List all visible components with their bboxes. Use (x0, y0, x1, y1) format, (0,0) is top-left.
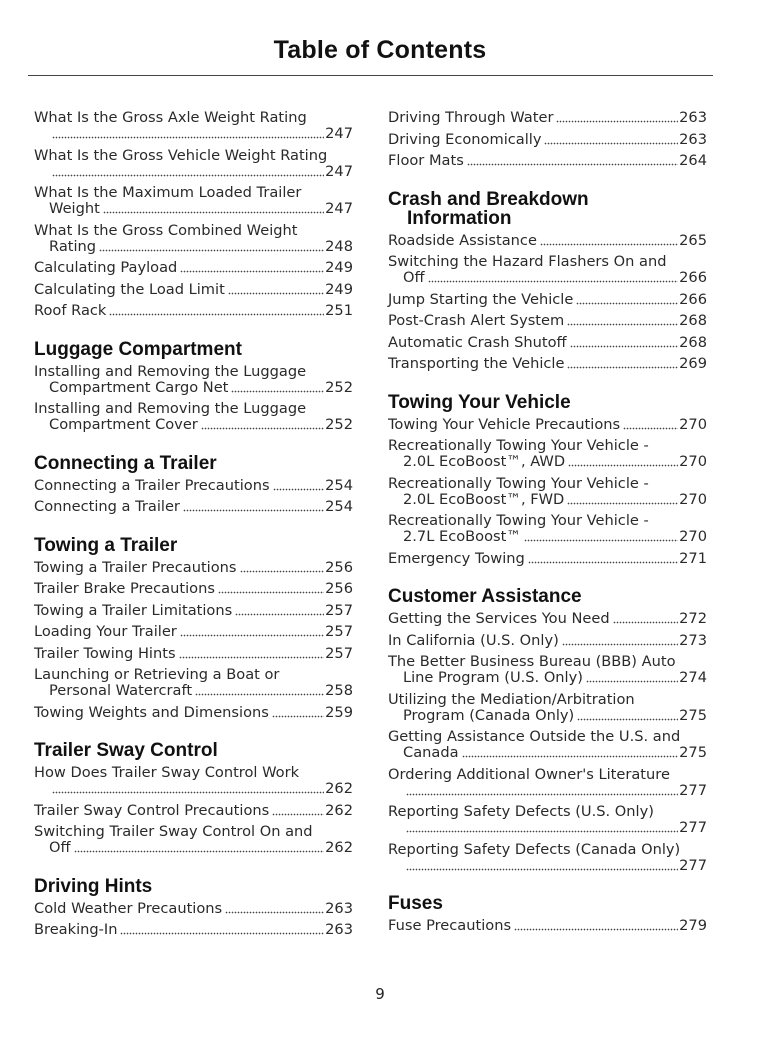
toc-entry-page[interactable]: 263 (679, 130, 707, 148)
toc-entry[interactable] (388, 513, 707, 551)
toc-entry-title: Driving Through Water (388, 109, 554, 126)
dot-leader (195, 693, 324, 696)
toc-entry-title-cont: Program (Canada Only) (403, 706, 575, 724)
toc-entry-title: Connecting a Trailer (34, 498, 180, 515)
toc-entry-title: Breaking-In (34, 921, 118, 938)
toc-entry-line (388, 292, 707, 308)
toc-entry-continuation (34, 683, 353, 699)
section-heading-text-2: Information (407, 207, 512, 229)
dot-leader (406, 868, 678, 871)
toc-entry-title-cont: Compartment Cargo Net (49, 378, 229, 396)
toc-entry-line (34, 667, 353, 683)
toc-entry-title: Roadside Assistance (388, 231, 537, 249)
toc-entry-line (34, 303, 353, 319)
toc-entry[interactable] (388, 729, 707, 767)
page-title: Table of Contents (273, 36, 487, 64)
toc-entry-page[interactable]: 247 (325, 125, 353, 142)
toc-entry-page[interactable]: 252 (325, 378, 353, 396)
toc-entry-title: Reporting Safety Defects (Canada Only) (388, 840, 681, 858)
toc-entry-line (388, 110, 707, 126)
toc-entry-line (388, 767, 707, 783)
toc-entry-line (34, 282, 353, 298)
toc-entry-title: Fuse Precautions (388, 917, 512, 934)
toc-entry-page[interactable]: 272 (679, 610, 707, 627)
toc-entry-page[interactable]: 269 (679, 355, 707, 372)
section-heading-text: Luggage Compartment (34, 338, 242, 360)
toc-entry-page[interactable]: 268 (679, 312, 707, 329)
toc-entry-continuation (34, 126, 353, 142)
dot-leader (52, 791, 324, 794)
toc-entry[interactable] (34, 303, 353, 325)
toc-entry-page[interactable]: 259 (325, 703, 353, 721)
dot-leader (103, 211, 324, 214)
toc-entry[interactable] (34, 705, 353, 727)
dot-leader (225, 911, 324, 914)
toc-entry[interactable] (388, 335, 707, 357)
toc-entry-title: What Is the Gross Axle Weight Rating (34, 109, 307, 126)
toc-entry-continuation (34, 164, 353, 180)
toc-entry[interactable] (34, 646, 353, 668)
toc-entry-line (388, 438, 707, 454)
toc-entry-title-cont: 2.0L EcoBoost™, FWD (403, 490, 565, 508)
toc-entry-title: Getting Assistance Outside the U.S. and (388, 728, 681, 745)
dot-leader (570, 345, 679, 348)
toc-entry-continuation (34, 781, 353, 797)
dot-leader (567, 366, 678, 369)
dot-leader (235, 613, 324, 616)
toc-entry-continuation (388, 529, 707, 545)
toc-entry-title: Switching Trailer Sway Control On and (34, 823, 313, 840)
toc-entry-title: How Does Trailer Sway Control Work (34, 764, 300, 781)
toc-entry-title: Towing a Trailer Limitations (34, 601, 233, 619)
dot-leader (467, 163, 678, 166)
dot-leader (514, 928, 678, 931)
dot-leader (231, 390, 324, 393)
toc-entry-continuation (34, 201, 353, 217)
toc-entry-continuation (34, 380, 353, 396)
toc-entry[interactable] (34, 603, 353, 625)
toc-entry-page[interactable]: 277 (679, 856, 707, 874)
dot-leader (218, 591, 324, 594)
section-heading (388, 587, 707, 606)
toc-entry[interactable] (34, 624, 353, 646)
toc-entry-line (34, 223, 353, 239)
toc-entry-title: Connecting a Trailer Precautions (34, 476, 270, 494)
toc-entry-title-cont: 2.0L EcoBoost™, AWD (403, 453, 566, 470)
toc-entry-title: Emergency Towing (388, 549, 525, 567)
toc-entry[interactable] (34, 185, 353, 223)
toc-entry[interactable] (34, 364, 353, 402)
toc-entry-page[interactable]: 257 (325, 601, 353, 619)
dot-leader (52, 136, 324, 139)
section-heading (388, 894, 707, 913)
dot-leader (562, 643, 678, 646)
toc-entry-continuation (388, 820, 707, 836)
toc-entry-page[interactable]: 270 (679, 528, 707, 545)
toc-entry-title: Cold Weather Precautions (34, 899, 223, 917)
toc-entry-page[interactable]: 270 (679, 415, 707, 433)
toc-entry-page[interactable]: 270 (679, 453, 707, 470)
dot-leader (99, 249, 324, 252)
toc-entry[interactable] (388, 153, 707, 175)
toc-entry-title: Switching the Hazard Flashers On and (388, 253, 667, 270)
toc-entry-title: What Is the Maximum Loaded Trailer (34, 184, 302, 201)
toc-entry-page[interactable]: 249 (325, 259, 353, 276)
toc-entry-continuation (388, 858, 707, 874)
toc-entry-line (34, 824, 353, 840)
toc-entry[interactable] (34, 260, 353, 282)
toc-entry[interactable] (34, 148, 353, 186)
page-number: 9 (375, 985, 385, 1003)
toc-entry-title: Trailer Sway Control Precautions (34, 801, 270, 819)
section-heading (388, 190, 707, 228)
toc-entry-line (388, 417, 707, 433)
toc-entry[interactable] (34, 803, 353, 825)
toc-entry-continuation (388, 270, 707, 286)
toc-entry-title: Calculating the Load Limit (34, 280, 225, 298)
toc-entry[interactable] (34, 478, 353, 500)
toc-entry[interactable] (388, 633, 707, 655)
toc-entry[interactable] (388, 132, 707, 154)
dot-leader (180, 270, 324, 273)
toc-entry[interactable] (34, 667, 353, 705)
toc-entry[interactable] (34, 901, 353, 923)
toc-entry-page[interactable]: 249 (325, 280, 353, 298)
toc-entry[interactable] (388, 476, 707, 514)
toc-entry-line (388, 254, 707, 270)
toc-entry[interactable] (388, 611, 707, 633)
toc-entry-continuation (388, 670, 707, 686)
toc-entry-line (388, 692, 707, 708)
toc-entry[interactable] (388, 313, 707, 335)
toc-entry-title-cont: Off (49, 839, 71, 856)
toc-entry[interactable] (388, 110, 707, 132)
toc-column-right (388, 110, 707, 940)
toc-entry-page[interactable]: 251 (325, 302, 353, 319)
toc-entry-continuation (388, 783, 707, 799)
section-heading (388, 393, 707, 412)
toc-entry[interactable] (34, 499, 353, 521)
toc-entry-continuation (388, 492, 707, 508)
toc-entry[interactable] (34, 401, 353, 439)
dot-leader (623, 427, 678, 430)
dot-leader (556, 120, 678, 123)
dot-leader (524, 539, 678, 542)
toc-entry-page[interactable]: 247 (325, 200, 353, 217)
toc-entry-page[interactable]: 273 (679, 631, 707, 649)
toc-entry[interactable] (388, 233, 707, 255)
toc-entry-page[interactable]: 275 (679, 744, 707, 761)
toc-entry-line (34, 499, 353, 515)
toc-entry[interactable] (34, 110, 353, 148)
toc-entry-continuation (34, 840, 353, 856)
toc-entry-title: Automatic Crash Shutoff (388, 333, 567, 351)
toc-entry-title: Towing Weights and Dimensions (34, 703, 269, 721)
toc-entry-title-cont: Canada (403, 744, 459, 761)
toc-entry-page[interactable]: 271 (679, 549, 707, 567)
section-heading (34, 454, 353, 473)
toc-entry-page[interactable]: 275 (679, 706, 707, 724)
toc-entry-line (34, 803, 353, 819)
dot-leader (406, 793, 678, 796)
toc-entry-line (34, 478, 353, 494)
toc-entry-page[interactable]: 263 (679, 109, 707, 126)
section-heading-text: Connecting a Trailer (34, 452, 217, 474)
toc-entry-title: Reporting Safety Defects (U.S. Only) (388, 803, 654, 820)
toc-entry[interactable] (388, 767, 707, 805)
dot-leader (273, 488, 325, 491)
dot-leader (52, 174, 324, 177)
toc-entry-page[interactable]: 263 (325, 899, 353, 917)
toc-entry-line (388, 729, 707, 745)
toc-entry-title: Trailer Towing Hints (34, 644, 176, 662)
title-divider (28, 75, 713, 76)
section-heading-text: Crash and Breakdown (388, 188, 589, 210)
toc-entry-page[interactable]: 277 (679, 819, 707, 836)
toc-entry-line (34, 560, 353, 576)
toc-entry[interactable] (388, 692, 707, 730)
toc-entry-page[interactable]: 265 (679, 231, 707, 249)
toc-entry-continuation (34, 239, 353, 255)
toc-entry[interactable] (388, 842, 707, 880)
toc-entry-continuation (388, 454, 707, 470)
dot-leader (428, 280, 679, 283)
toc-entry-continuation (388, 745, 707, 761)
toc-entry-line (34, 624, 353, 640)
toc-entry[interactable] (388, 254, 707, 292)
toc-entry-page[interactable]: 270 (679, 490, 707, 508)
dot-leader (406, 830, 678, 833)
toc-entry-title: Recreationally Towing Your Vehicle - (388, 474, 649, 492)
toc-entry-title: Utilizing the Mediation/Arbitration (388, 690, 635, 708)
toc-entry-page[interactable]: 262 (325, 780, 353, 797)
toc-entry-page[interactable]: 256 (325, 558, 353, 576)
toc-entry-page[interactable]: 263 (325, 921, 353, 938)
section-heading (34, 741, 353, 760)
dot-leader (183, 509, 324, 512)
toc-entry[interactable] (388, 438, 707, 476)
toc-entry-page[interactable]: 252 (325, 416, 353, 433)
toc-entry[interactable] (388, 417, 707, 439)
dot-leader (228, 292, 324, 295)
section-heading (34, 340, 353, 359)
dot-leader (74, 850, 325, 853)
toc-entry-title-cont: Compartment Cover (49, 416, 198, 433)
toc-entry-page[interactable]: 257 (325, 644, 353, 662)
toc-entry-title-cont: Weight (49, 200, 100, 217)
toc-entry-line (388, 476, 707, 492)
toc-entry-line (34, 901, 353, 917)
section-heading (34, 536, 353, 555)
toc-entry-line (388, 356, 707, 372)
toc-entry-line (388, 918, 707, 934)
toc-entry-title: Post-Crash Alert System (388, 312, 565, 329)
toc-entry-line (34, 148, 353, 164)
toc-entry-title: Recreationally Towing Your Vehicle - (388, 512, 649, 529)
toc-entry[interactable] (34, 282, 353, 304)
toc-entry-line (388, 335, 707, 351)
toc-entry-title: The Better Business Bureau (BBB) Auto (388, 653, 676, 670)
toc-entry-title: Floor Mats (388, 152, 464, 169)
toc-entry-line (388, 633, 707, 649)
section-heading (34, 877, 353, 896)
dot-leader (240, 570, 325, 573)
toc-entry-page[interactable]: 257 (325, 623, 353, 640)
dot-leader (109, 313, 324, 316)
dot-leader (179, 656, 325, 659)
toc-entry-line (388, 233, 707, 249)
toc-entry-line (34, 185, 353, 201)
toc-entry-page[interactable]: 268 (679, 333, 707, 351)
toc-entry-line (388, 313, 707, 329)
toc-entry-line (388, 611, 707, 627)
toc-entry-title: Transporting the Vehicle (388, 355, 565, 372)
dot-leader (567, 502, 678, 505)
toc-entry[interactable] (34, 922, 353, 944)
toc-entry-title: Driving Economically (388, 130, 542, 148)
toc-entry-line (388, 654, 707, 670)
toc-entry-line (34, 401, 353, 417)
dot-leader (544, 142, 678, 145)
toc-entry-page[interactable]: 262 (325, 801, 353, 819)
toc-entry-page[interactable]: 254 (325, 498, 353, 515)
toc-entry-line (388, 551, 707, 567)
toc-entry-title-cont: Rating (49, 237, 97, 255)
toc-entry-page[interactable]: 248 (325, 237, 353, 255)
toc-entry[interactable] (388, 551, 707, 573)
dot-leader (120, 932, 324, 935)
toc-entry-continuation (34, 417, 353, 433)
toc-entry-page[interactable]: 258 (325, 682, 353, 699)
toc-entry[interactable] (388, 804, 707, 842)
toc-entry-title: Calculating Payload (34, 259, 178, 276)
toc-entry-page[interactable]: 256 (325, 580, 353, 597)
toc-entry[interactable] (34, 824, 353, 862)
toc-entry-page[interactable]: 264 (679, 152, 707, 169)
toc-entry-line (34, 646, 353, 662)
dot-leader (462, 755, 679, 758)
toc-entry[interactable] (34, 765, 353, 803)
toc-entry-line (34, 581, 353, 597)
toc-entry-title: Towing a Trailer Precautions (34, 558, 237, 576)
dot-leader (577, 718, 678, 721)
dot-leader (272, 813, 324, 816)
dot-leader (613, 621, 679, 624)
toc-entry[interactable] (388, 654, 707, 692)
toc-column-left (34, 110, 353, 944)
section-heading-text: Trailer Sway Control (34, 740, 218, 761)
toc-entry-page[interactable]: 254 (325, 476, 353, 494)
toc-entry-title: Jump Starting the Vehicle (388, 290, 574, 308)
toc-entry-title: What Is the Gross Combined Weight (34, 221, 298, 239)
section-heading-text: Towing Your Vehicle (388, 391, 571, 413)
toc-entry-line (34, 110, 353, 126)
dot-leader (586, 680, 678, 683)
dot-leader (540, 243, 678, 246)
toc-entry-line (34, 705, 353, 721)
toc-entry-line (388, 153, 707, 169)
toc-entry-title: Ordering Additional Owner's Literature (388, 765, 670, 783)
dot-leader (568, 464, 678, 467)
toc-entry-page[interactable]: 266 (679, 269, 707, 286)
toc-entry[interactable] (388, 356, 707, 378)
dot-leader (528, 561, 678, 564)
toc-entry-title-cont: 2.7L EcoBoost™ (403, 528, 521, 545)
toc-entry-title: Trailer Brake Precautions (34, 580, 215, 597)
dot-leader (576, 302, 678, 305)
toc-entry-title: Launching or Retrieving a Boat or (34, 666, 280, 683)
toc-entry[interactable] (34, 223, 353, 261)
toc-entry-title: Getting the Services You Need (388, 610, 610, 627)
toc-entry-line (388, 842, 707, 858)
section-heading-text: Customer Assistance (388, 586, 582, 607)
dot-leader (272, 715, 324, 718)
toc-entry-line (388, 132, 707, 148)
toc-entry-title-cont: Line Program (U.S. Only) (403, 669, 583, 686)
toc-entry-line (34, 765, 353, 781)
toc-entry-title: What Is the Gross Vehicle Weight Rating (34, 146, 328, 164)
toc-entry-line (388, 513, 707, 529)
section-heading-text: Towing a Trailer (34, 534, 178, 556)
dot-leader (180, 634, 324, 637)
toc-entry-page[interactable]: 279 (679, 917, 707, 934)
toc-entry-title-cont: Off (403, 269, 425, 286)
section-heading-text: Driving Hints (34, 875, 153, 897)
section-heading-text: Fuses (388, 893, 443, 914)
toc-entry[interactable] (388, 918, 707, 940)
toc-entry[interactable] (34, 581, 353, 603)
toc-entry-title: Installing and Removing the Luggage (34, 400, 307, 417)
toc-entry-title: Towing Your Vehicle Precautions (388, 415, 621, 433)
toc-entry-title: In California (U.S. Only) (388, 631, 559, 649)
toc-entry-line (34, 260, 353, 276)
toc-entry-line (34, 922, 353, 938)
toc-entry-title: Loading Your Trailer (34, 623, 177, 640)
toc-entry-page[interactable]: 247 (325, 162, 353, 180)
toc-entry-continuation (388, 708, 707, 724)
toc-entry-page[interactable]: 277 (679, 781, 707, 799)
dot-leader (201, 427, 324, 430)
toc-entry-line (34, 603, 353, 619)
toc-entry-page[interactable]: 274 (679, 669, 707, 686)
toc-entry-title: Installing and Removing the Luggage (34, 362, 307, 380)
toc-entry-page[interactable]: 262 (325, 839, 353, 856)
toc-entry-page[interactable]: 266 (679, 290, 707, 308)
toc-entry[interactable] (34, 560, 353, 582)
toc-entry-title: Recreationally Towing Your Vehicle - (388, 437, 649, 454)
toc-entry[interactable] (388, 292, 707, 314)
toc-entry-title-cont: Personal Watercraft (49, 682, 193, 699)
toc-entry-line (388, 804, 707, 820)
toc-entry-title: Roof Rack (34, 302, 107, 319)
toc-entry-line (34, 364, 353, 380)
dot-leader (567, 323, 678, 326)
